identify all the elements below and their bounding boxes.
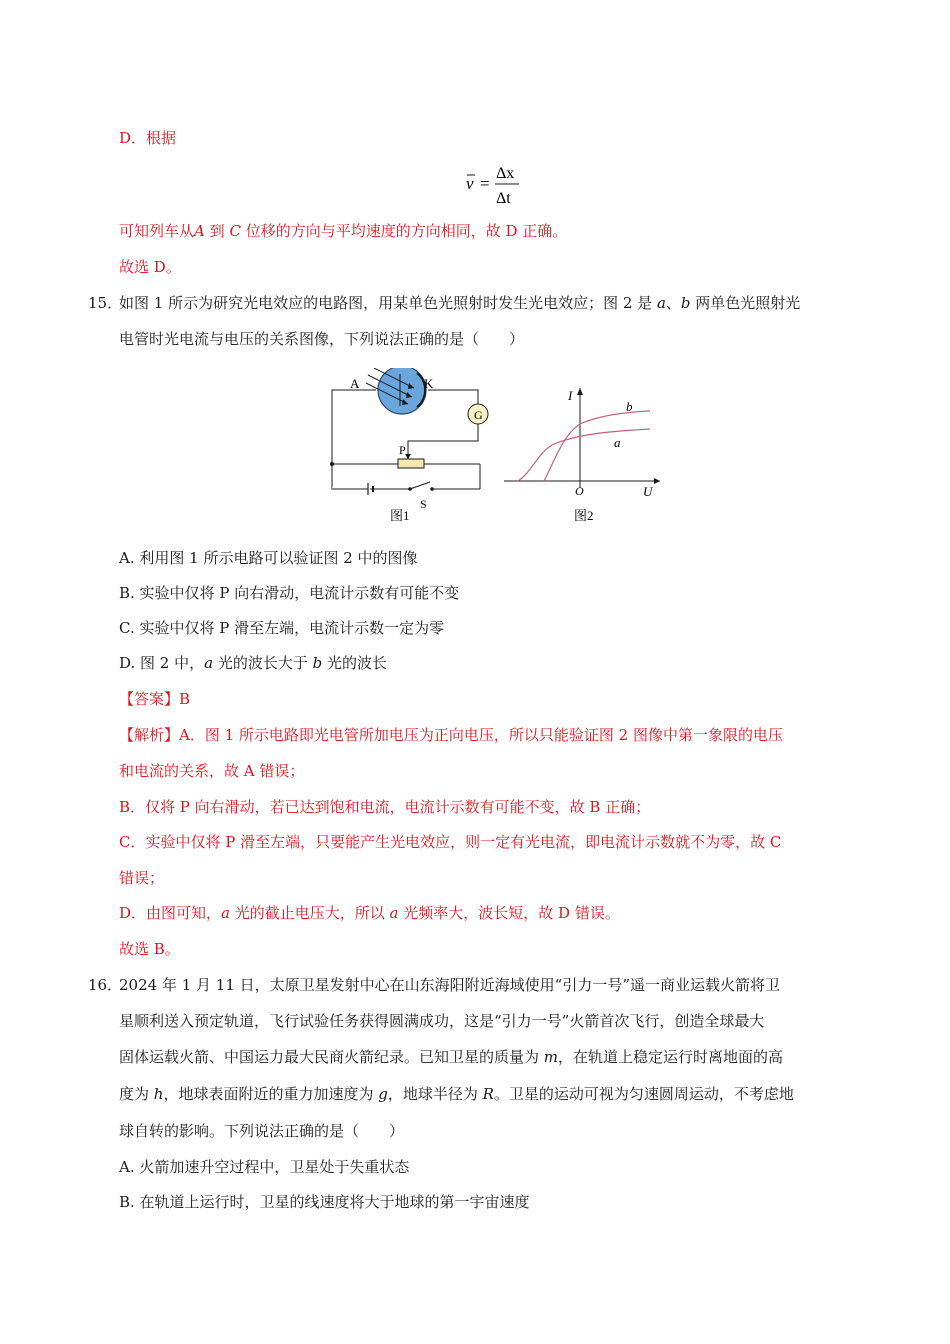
q15-option-d: D. 图 2 中，a 光的波长大于 b 光的波长 [119,654,387,672]
q15-stem-line2: 电管时光电流与电压的关系图像，下列说法正确的是（ ） [119,330,525,348]
fig2-label-U: U [643,484,653,499]
fig2-label-I: I [568,388,573,403]
fig1-label-S: S [420,497,427,511]
option-d-label: D．根据 [119,129,177,147]
formula-numerator: Δx [496,165,515,182]
figure1-circuit [330,368,488,523]
q16-number: 16． [88,976,123,994]
q15-figures [320,368,670,538]
q15-option-a: A. 利用图 1 所示电路可以验证图 2 中的图像 [119,549,418,567]
d-conclusion: 可知列车从A 到 C 位移的方向与平均速度的方向相同，故 D 正确。 [119,222,568,240]
q16-line5: 球自转的影响。下列说法正确的是（ ） [119,1122,405,1140]
fig1-label-P: P [399,443,406,457]
d-choose: 故选 D。 [119,258,181,276]
q16-line3: 固体运载火箭、中国运力最大民商火箭纪录。已知卫星的质量为 m，在轨道上稳定运行时离地面的高 [119,1048,784,1066]
average-velocity-formula [463,160,533,210]
fig2-label-b: b [626,399,633,414]
formula-denominator: Δt [496,190,511,207]
q15-analysis-line1: 【解析】A．图 1 所示电路即光电管所加电压为正向电压，所以只能验证图 2 图像中第一象限的电压 [119,726,783,744]
q15-option-b: B. 实验中仅将 P 向右滑动，电流计示数有可能不变 [119,584,460,602]
fig2-label-a: a [614,435,621,450]
q15-analysis-line3: B．仅将 P 向右滑动，若已达到饱和电流，电流计示数有可能不变，故 B 正确； [119,798,651,816]
curve-a [518,429,650,481]
q15-choose: 故选 B。 [119,940,180,958]
q16-line2: 星顺利送入预定轨道，飞行试验任务获得圆满成功，这是“引力一号”火箭首次飞行，创造全球最大 [119,1012,765,1030]
q15-number: 15． [88,294,123,312]
q15-analysis-line4: C．实验中仅将 P 滑至左端，只要能产生光电效应，则一定有光电流，即电流计示数就不为零，故 C [119,833,782,851]
q16-option-b: B. 在轨道上运行时，卫星的线速度将大于地球的第一宇宙速度 [119,1193,530,1211]
q15-answer: 【答案】B [119,690,191,708]
fig2-caption: 图2 [574,508,594,523]
q15-option-c: C. 实验中仅将 P 滑至左端，电流计示数一定为零 [119,619,445,637]
fig1-label-G: G [474,408,483,422]
fig2-label-O: O [575,484,584,498]
fig1-label-A: A [350,376,360,391]
q15-analysis-line2: 和电流的关系，故 A 错误； [119,762,305,780]
formula-v: v [466,174,474,193]
fig1-label-K: K [424,376,434,391]
q16-line1: 2024 年 1 月 11 日，太原卫星发射中心在山东海阳附近海域使用“引力一号”遥一商业运载火箭将卫 [119,976,780,994]
curve-b [544,411,650,481]
figure2-iu-graph [504,388,660,523]
fig1-caption: 图1 [390,508,410,523]
q16-option-a: A. 火箭加速升空过程中，卫星处于失重状态 [119,1158,410,1176]
q15-analysis-line6: D．由图可知，a 光的截止电压大，所以 a 光频率大，波长短，故 D 错误。 [119,904,620,922]
q15-stem-line1: 如图 1 所示为研究光电效应的电路图，用某单色光照射时发生光电效应；图 2 是 a、b 两单色光照射光 [119,294,801,312]
q16-line4: 度为 h，地球表面附近的重力加速度为 g，地球半径为 R。卫星的运动可视为匀速圆周运动，不考虑地 [119,1085,794,1103]
svg-text:=: = [480,174,490,193]
q15-analysis-line5: 错误； [119,869,165,887]
